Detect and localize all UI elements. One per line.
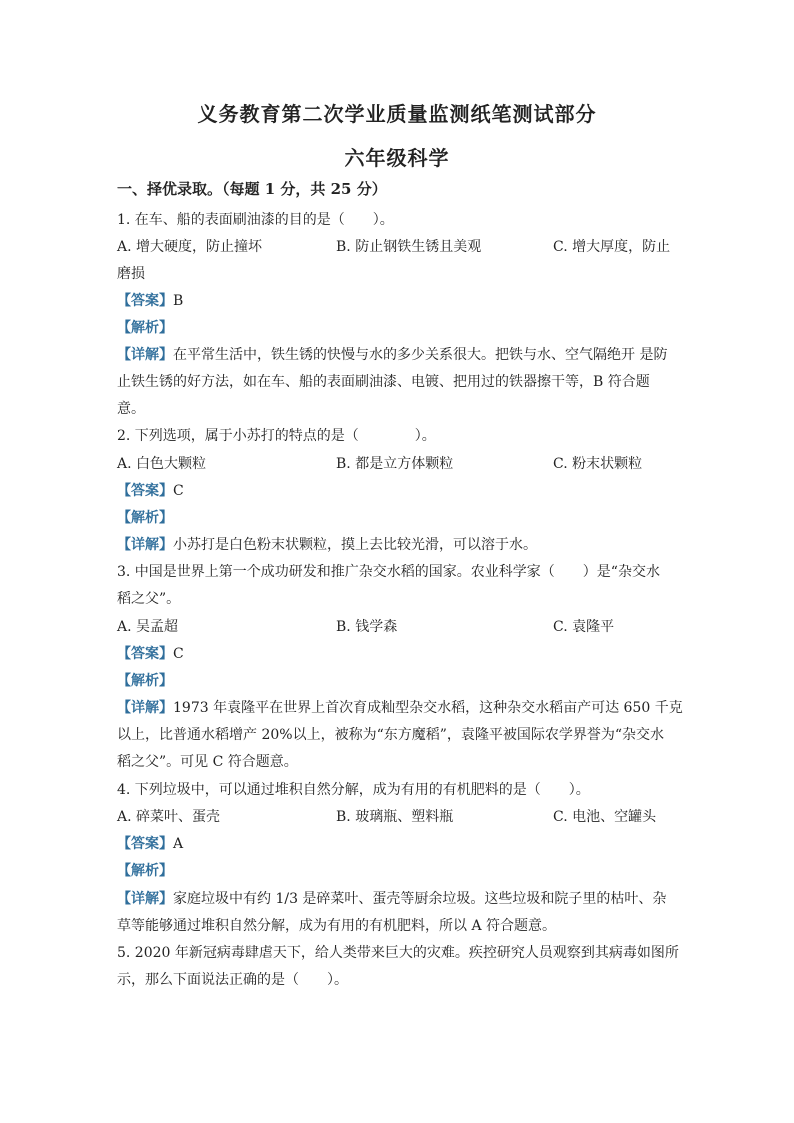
detail-text: 家庭垃圾中有约 1/3 是碎菜叶、蛋壳等厨余垃圾。这些垃圾和院子里的枯叶、杂 — [173, 891, 667, 907]
answer-label: 【答案】 — [117, 483, 173, 499]
answer-value: B — [173, 293, 184, 309]
detail-text: 以上，比普通水稻增产 20%以上，被称为“东方魔稻”，袁隆平被国际农学界誉为“杂交水 — [117, 727, 665, 743]
answer-line — [117, 644, 677, 664]
detail-text: 小苏打是白色粉末状颗粒，摸上去比较光滑，可以溶于水。 — [173, 537, 537, 553]
question-stem: 3. 中国是世界上第一个成功研发和推广杂交水稻的国家。农业科学家（ ）是“杂交水 — [117, 564, 660, 580]
answer-label: 【答案】 — [117, 293, 173, 309]
detail-label: 【详解】 — [117, 700, 173, 716]
detail-text: 草等能够通过堆积自然分解，成为有用的有机肥料，所以 A 符合题意。 — [117, 918, 557, 934]
detail-text: 在平常生活中，铁生锈的快慢与水的多少关系很大。把铁与水、空气隔绝开 是防 — [173, 347, 668, 363]
detail-label: 【详解】 — [117, 537, 173, 553]
option-b: B. 防止钢铁生锈且美观 — [336, 239, 482, 255]
section-heading: 一、择优录取。（每题 1 分，共 25 分） — [117, 180, 387, 198]
option-a: A. 碎菜叶、蛋壳 — [117, 809, 221, 825]
option-a: A. 吴孟超 — [117, 619, 179, 635]
answer-value: C — [173, 483, 184, 499]
answer-value: C — [173, 646, 184, 662]
answer-label: 【答案】 — [117, 646, 173, 662]
detail-text: 止铁生锈的好方法，如在车、船的表面刷油漆、电镀、把用过的铁器擦干等，B 符合题 — [117, 374, 650, 390]
option-b: B. 玻璃瓶、塑料瓶 — [336, 809, 454, 825]
analysis-label: 【解析】 — [117, 320, 173, 336]
question-stem: 示，那么下面说法正确的是（ ）。 — [117, 972, 348, 988]
detail-line — [117, 345, 677, 365]
detail-text: 稻之父”。可见 C 符合题意。 — [117, 754, 298, 770]
analysis-line — [117, 508, 677, 528]
question-stem: 4. 下列垃圾中，可以通过堆积自然分解，成为有用的有机肥料的是（ ）。 — [117, 782, 590, 798]
analysis-line — [117, 318, 677, 338]
analysis-line — [117, 671, 677, 691]
detail-text: 意。 — [117, 401, 145, 417]
detail-line — [117, 889, 677, 909]
option-a: A. 白色大颗粒 — [117, 456, 207, 472]
option-c: C. 电池、空罐头 — [553, 809, 657, 825]
question-stem: 2. 下列选项，属于小苏打的特点的是（ ）。 — [117, 428, 436, 444]
document-title: 义务教育第二次学业质量监测纸笔测试部分 — [197, 102, 597, 126]
question-stem: 稻之父”。 — [117, 591, 181, 607]
option-b: B. 都是立方体颗粒 — [336, 456, 454, 472]
answer-line — [117, 834, 677, 854]
detail-label: 【详解】 — [117, 891, 173, 907]
document-subtitle: 六年级科学 — [344, 146, 450, 170]
option-c: C. 增大厚度，防止 — [553, 239, 671, 255]
analysis-line — [117, 861, 677, 881]
question-stem: 5. 2020 年新冠病毒肆虐天下，给人类带来巨大的灾难。疾控研究人员观察到其病毒如图所 — [117, 945, 679, 961]
option-c: C. 袁隆平 — [553, 619, 615, 635]
analysis-label: 【解析】 — [117, 673, 173, 689]
detail-text: 1973 年袁隆平在世界上首次育成籼型杂交水稻，这种杂交水稻亩产可达 650 千克 — [173, 700, 683, 716]
option-a: A. 增大硬度，防止撞坏 — [117, 239, 263, 255]
option-b: B. 钱学森 — [336, 619, 398, 635]
answer-value: A — [173, 836, 184, 852]
option-c-wrap: 磨损 — [117, 266, 145, 282]
answer-line — [117, 481, 677, 501]
answer-label: 【答案】 — [117, 836, 173, 852]
analysis-label: 【解析】 — [117, 510, 173, 526]
answer-line — [117, 291, 677, 311]
detail-line — [117, 698, 683, 718]
detail-label: 【详解】 — [117, 347, 173, 363]
analysis-label: 【解析】 — [117, 863, 173, 879]
option-c: C. 粉末状颗粒 — [553, 456, 643, 472]
detail-line — [117, 535, 677, 555]
question-stem: 1. 在车、船的表面刷油漆的目的是（ ）。 — [117, 212, 394, 228]
